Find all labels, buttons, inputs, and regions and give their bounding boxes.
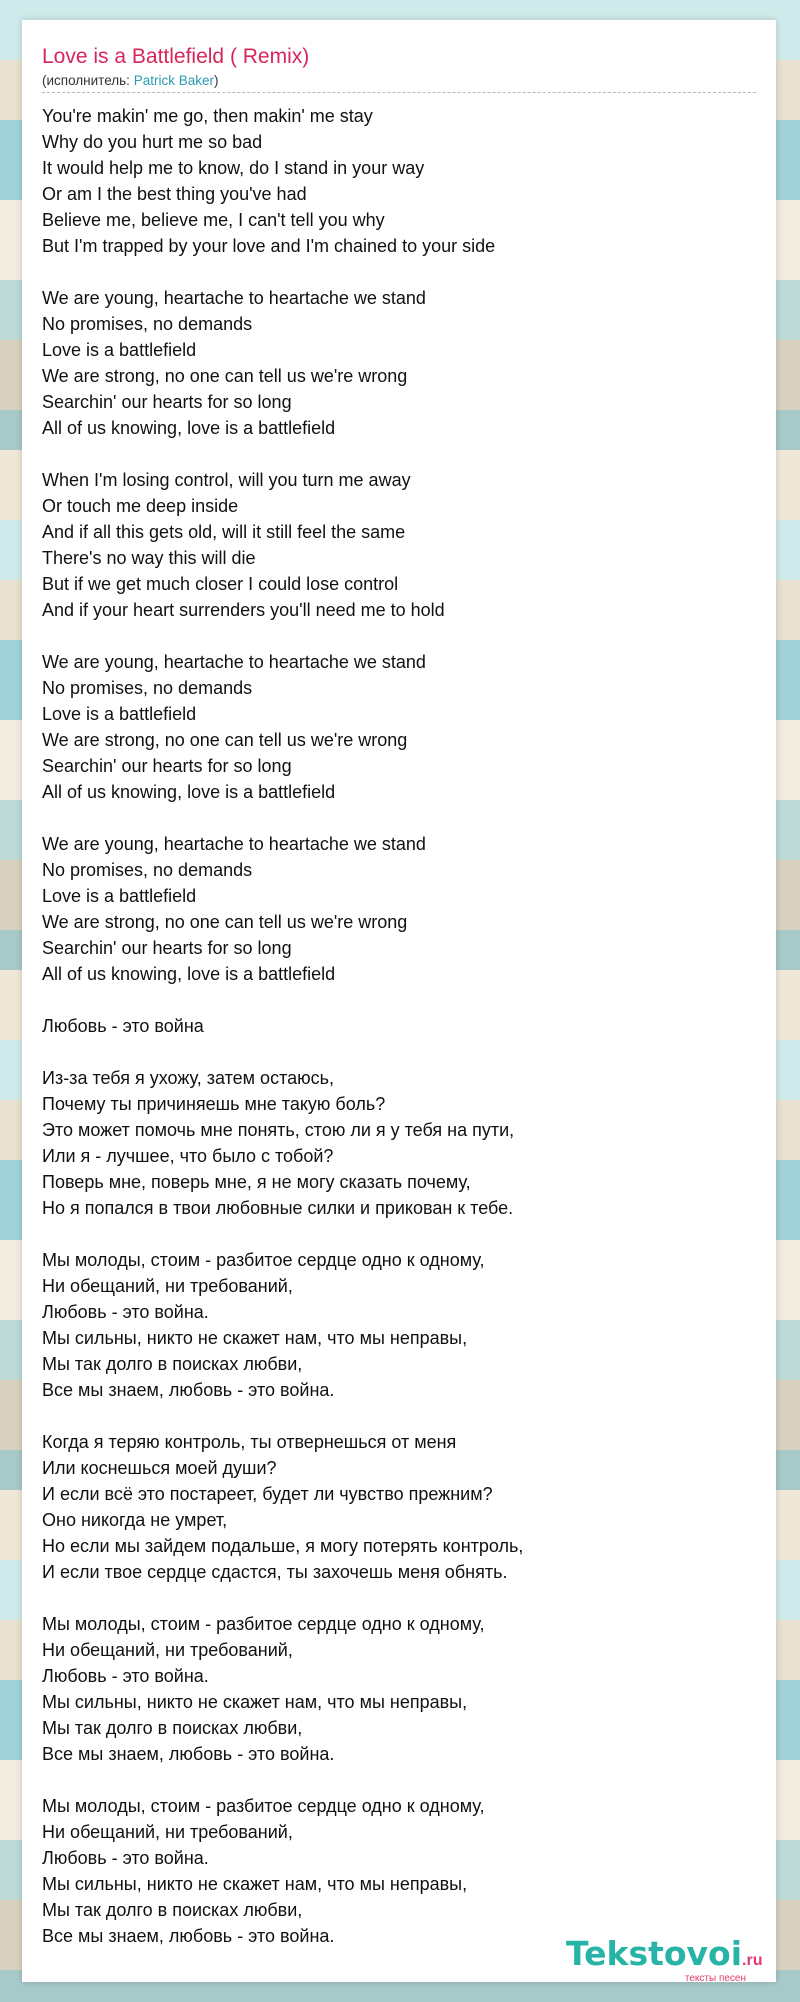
song-title: Love is a Battlefield ( Remix): [42, 45, 310, 68]
lyrics-line: We are young, heartache to heartache we stand: [42, 834, 426, 854]
lyrics-line: Любовь - это война.: [42, 1848, 209, 1868]
lyrics-line: Или я - лучшее, что было с тобой?: [42, 1146, 334, 1166]
lyrics-line: Но если мы зайдем подальше, я могу потерять контроль,: [42, 1536, 524, 1556]
logo-domain: .ru: [742, 1952, 763, 1969]
lyrics-stanza: [42, 1065, 762, 1221]
performer-suffix: ): [213, 73, 219, 88]
lyrics-line: Or am I the best thing you've had: [42, 184, 307, 204]
lyrics-line: All of us knowing, love is a battlefield: [42, 782, 336, 802]
lyrics-line: Searchin' our hearts for so long: [42, 756, 292, 776]
lyrics-line: No promises, no demands: [42, 860, 253, 880]
lyrics-stanza: [42, 1247, 762, 1403]
lyrics-line: Мы молоды, стоим - разбитое сердце одно к одному,: [42, 1614, 485, 1634]
lyrics-line: Из-за тебя я ухожу, затем остаюсь,: [42, 1068, 334, 1088]
lyrics-line: And if your heart surrenders you'll need me to hold: [42, 600, 445, 620]
lyrics-line: И если твое сердце сдастся, ты захочешь меня обнять.: [42, 1562, 508, 1582]
lyrics-stanza: [42, 103, 762, 259]
lyrics-line: Но я попался в твои любовные силки и прикован к тебе.: [42, 1198, 514, 1218]
lyrics-line: Это может помочь мне понять, стою ли я у тебя на пути,: [42, 1120, 515, 1140]
lyrics-line: Почему ты причиняешь мне такую боль?: [42, 1094, 386, 1114]
lyrics-line: We are young, heartache to heartache we stand: [42, 288, 426, 308]
lyrics-stanza: [42, 467, 762, 623]
lyrics-line: No promises, no demands: [42, 314, 253, 334]
lyrics-line: You're makin' me go, then makin' me stay: [42, 106, 373, 126]
performer-prefix: (исполнитель:: [42, 73, 134, 88]
lyrics-line: Believe me, believe me, I can't tell you why: [42, 210, 385, 230]
lyrics-line: Мы так долго в поисках любви,: [42, 1354, 303, 1374]
title-divider: [42, 92, 756, 93]
lyrics-stanza: [42, 1429, 762, 1585]
lyrics-line: Мы молоды, стоим - разбитое сердце одно к одному,: [42, 1796, 485, 1816]
lyrics-line: Все мы знаем, любовь - это война.: [42, 1380, 335, 1400]
performer-line: [42, 72, 218, 90]
lyrics-line: All of us knowing, love is a battlefield: [42, 964, 336, 984]
logo-tagline: тексты песен: [684, 1973, 746, 1984]
lyrics-line: We are strong, no one can tell us we're wrong: [42, 366, 408, 386]
lyrics-line: Любовь - это война.: [42, 1666, 209, 1686]
lyrics-line: Все мы знаем, любовь - это война.: [42, 1744, 335, 1764]
lyrics-line: No promises, no demands: [42, 678, 253, 698]
lyrics-line: Все мы знаем, любовь - это война.: [42, 1926, 335, 1946]
lyrics-text: [42, 103, 762, 1975]
lyrics-stanza: [42, 1793, 762, 1949]
lyrics-line: Ни обещаний, ни требований,: [42, 1822, 293, 1842]
lyrics-line: It would help me to know, do I stand in your way: [42, 158, 425, 178]
lyrics-line: Любовь - это война.: [42, 1302, 209, 1322]
lyrics-line: Мы так долго в поисках любви,: [42, 1900, 303, 1920]
lyrics-line: Love is a battlefield: [42, 704, 197, 724]
lyrics-line: Love is a battlefield: [42, 340, 197, 360]
lyrics-card: [22, 20, 776, 1982]
lyrics-line: We are strong, no one can tell us we're wrong: [42, 912, 408, 932]
lyrics-line: Поверь мне, поверь мне, я не могу сказать почему,: [42, 1172, 471, 1192]
lyrics-stanza: [42, 285, 762, 441]
lyrics-line: Searchin' our hearts for so long: [42, 938, 292, 958]
lyrics-line: But if we get much closer I could lose control: [42, 574, 399, 594]
lyrics-line: Или коснешься моей души?: [42, 1458, 277, 1478]
lyrics-line: Мы сильны, никто не скажет нам, что мы неправы,: [42, 1328, 468, 1348]
lyrics-line: Мы сильны, никто не скажет нам, что мы неправы,: [42, 1874, 468, 1894]
lyrics-line: Мы так долго в поисках любви,: [42, 1718, 303, 1738]
lyrics-line: Love is a battlefield: [42, 886, 197, 906]
lyrics-line: We are young, heartache to heartache we stand: [42, 652, 426, 672]
lyrics-line: Мы сильны, никто не скажет нам, что мы неправы,: [42, 1692, 468, 1712]
lyrics-stanza: [42, 649, 762, 805]
lyrics-line: But I'm trapped by your love and I'm chained to your side: [42, 236, 496, 256]
lyrics-line: We are strong, no one can tell us we're wrong: [42, 730, 408, 750]
lyrics-line: Когда я теряю контроль, ты отвернешься от меня: [42, 1432, 457, 1452]
lyrics-stanza: [42, 1611, 762, 1767]
lyrics-line: И если всё это постареет, будет ли чувство прежним?: [42, 1484, 493, 1504]
lyrics-line: And if all this gets old, will it still feel the same: [42, 522, 406, 542]
lyrics-stanza: [42, 1013, 762, 1039]
artist-link[interactable]: Patrick Baker: [133, 73, 214, 88]
lyrics-line: Searchin' our hearts for so long: [42, 392, 292, 412]
site-logo[interactable]: [566, 1934, 766, 1984]
lyrics-line: Or touch me deep inside: [42, 496, 239, 516]
lyrics-line: When I'm losing control, will you turn me away: [42, 470, 411, 490]
lyrics-line: All of us knowing, love is a battlefield: [42, 418, 336, 438]
lyrics-line: Why do you hurt me so bad: [42, 132, 263, 152]
lyrics-stanza: [42, 831, 762, 987]
lyrics-line: There's no way this will die: [42, 548, 256, 568]
lyrics-line: Любовь - это война: [42, 1016, 204, 1036]
lyrics-line: Ни обещаний, ни требований,: [42, 1276, 293, 1296]
lyrics-line: Мы молоды, стоим - разбитое сердце одно к одному,: [42, 1250, 485, 1270]
logo-name: Tekstovoi: [566, 1934, 743, 1973]
lyrics-line: Оно никогда не умрет,: [42, 1510, 228, 1530]
lyrics-line: Ни обещаний, ни требований,: [42, 1640, 293, 1660]
